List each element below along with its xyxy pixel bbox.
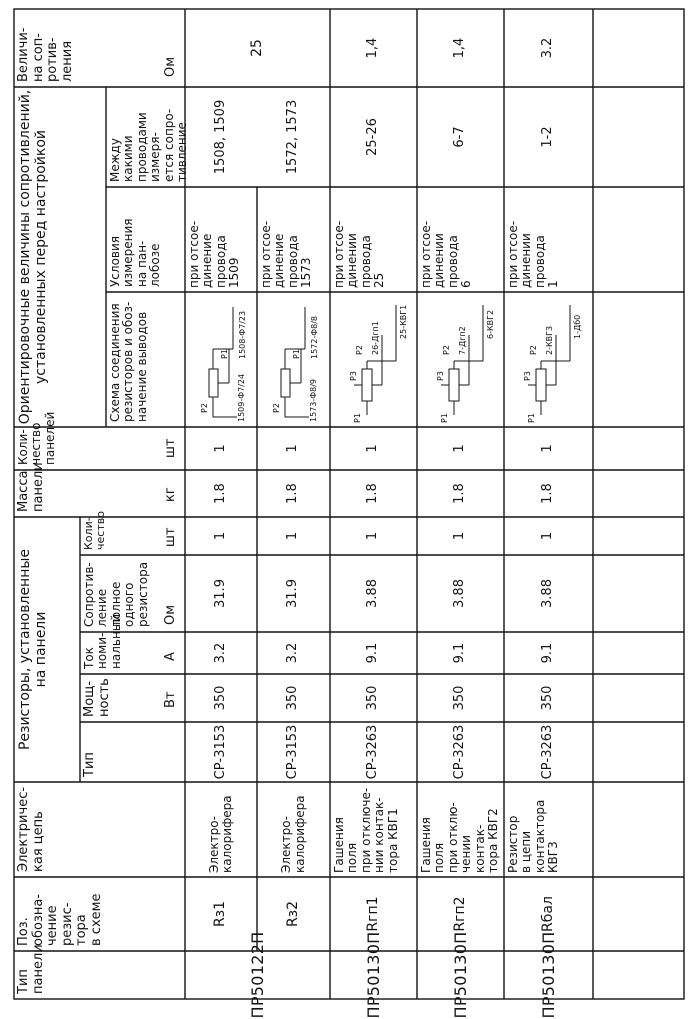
table-row-2-panels-count: 1 <box>285 444 301 453</box>
table-row-2-current: 3.2 <box>285 642 301 664</box>
table-row-5-panels-count: 1 <box>540 444 556 453</box>
table-row-4-mass: 1.8 <box>452 483 468 504</box>
table-row-5-count: 1 <box>540 531 556 541</box>
scheme-label: Р2 <box>355 345 364 355</box>
scheme-label: 1508-Ф7/23 <box>238 310 247 359</box>
panel-type-row-5: ПР50130П <box>538 931 558 1019</box>
scheme-label: 1509-Ф7/24 <box>237 373 246 422</box>
scheme-label: Р1 <box>440 413 449 423</box>
scheme-label: Р2 <box>200 403 209 413</box>
unit-power: Вт <box>163 691 178 708</box>
table-row-5-current: 9.1 <box>540 642 556 664</box>
table-row-3-mass: 1.8 <box>365 483 381 504</box>
table-row-5-circuit: Резистор в цепи контактора КВГ3 <box>506 799 561 873</box>
unit-panels-count: шт <box>163 438 178 458</box>
table-row-5-between: 1-2 <box>540 126 556 148</box>
scheme-label: Р1 <box>220 349 229 359</box>
table-row-4-value: 1,4 <box>452 37 468 59</box>
header-panels-count: Коли- чество панелей <box>16 411 57 465</box>
table-row-2-resistance: 31.9 <box>285 579 301 608</box>
unit-mass: кг <box>163 487 178 502</box>
table-row-1-circuit: Электро- калорифера <box>206 795 234 873</box>
table-row-5-pos: Rбал <box>539 896 556 932</box>
table-row-4-panels-count: 1 <box>452 444 468 453</box>
unit-current: А <box>163 652 178 661</box>
scheme-label: 6-КВГ2 <box>486 309 495 339</box>
scheme-label: 2-КВГ3 <box>545 325 554 355</box>
scheme-label: 25-КВГ1 <box>399 304 408 339</box>
table-row-5-mass: 1.8 <box>540 483 556 504</box>
table-row-4-condition: при отсое- динении провода 6 <box>419 220 474 288</box>
table-row-2-between: 1572, 1573 <box>285 99 301 175</box>
header-approx-group: Ориентировочные величины сопротивлений, установленных перед настройкой <box>17 89 49 425</box>
table-row-4-count: 1 <box>452 531 468 541</box>
table-row-3-value: 1,4 <box>365 37 381 59</box>
scheme-label: Р2 <box>272 403 281 413</box>
scheme-label: Р2 <box>442 345 451 355</box>
table-row-4-current: 9.1 <box>452 642 468 664</box>
table-row-3-current: 9.1 <box>365 642 381 664</box>
header-power: Мощ- ность <box>82 678 112 717</box>
panel-type-row-3: ПР50130П <box>363 931 383 1019</box>
table-row-2-type: СР-3153 <box>285 724 301 780</box>
scheme-label: 26-Дгп1 <box>371 321 380 355</box>
scheme-diagram-row-2 <box>259 294 328 425</box>
table-row-4-circuit: Гашения поля при отклю- чении контак- тора КВГ2 <box>419 802 501 873</box>
table-row-5-resistance: 3.88 <box>540 579 556 608</box>
scheme-label: 1572-Ф8/8 <box>310 315 319 359</box>
header-conditions: Условия измерения на пан- лобозе <box>108 218 163 287</box>
table-row-3-resistance: 3.88 <box>365 579 381 608</box>
scheme-diagram-row-4 <box>419 294 502 425</box>
table-row-3-pos: Rгп1 <box>364 896 381 932</box>
header-between: Между какими проводами измеря- ется сопро- тивление <box>108 108 190 182</box>
header-count: Коли- чество <box>82 511 108 550</box>
table-row-1-panels-count: 1 <box>212 444 228 453</box>
scheme-label: 1573-Ф8/9 <box>309 378 318 422</box>
header-mass: Масса панели <box>16 462 46 512</box>
table-row-5-type: СР-3263 <box>540 724 556 780</box>
table-row-1-between: 1508, 1509 <box>212 99 228 175</box>
table-row-2-mass: 1.8 <box>285 483 301 504</box>
unit-count: шт <box>163 527 178 547</box>
table-row-1-condition: при отсое- динение провода 1509 <box>187 220 242 288</box>
header-scheme: Схема соединения резисторов и обоз- начение выводов <box>108 301 149 422</box>
table-row-3-power: 350 <box>365 685 381 711</box>
scheme-label: 1-Дб0 <box>573 314 582 339</box>
scheme-label: Р3 <box>349 371 358 381</box>
scheme-label: Р1 <box>527 413 536 423</box>
table-row-1-count: 1 <box>212 531 228 541</box>
scheme-label: 7-Дгп2 <box>458 326 467 355</box>
table-row-5-value: 3.2 <box>540 37 556 59</box>
header-current: Ток номи- нальный <box>82 613 123 669</box>
table-row-2-count: 1 <box>285 531 301 541</box>
table-row-2-condition: при отсое- динение провода 1573 <box>259 220 314 288</box>
unit-value: Ом <box>163 56 178 77</box>
table-row-1-power: 350 <box>212 685 228 711</box>
table-row-4-between: 6-7 <box>452 126 468 148</box>
header-position: Поз. обозна- чение резис- тора в схеме <box>16 893 104 946</box>
table-row-1-pos: Rз1 <box>212 900 229 928</box>
panel-type-row-4: ПР50130П <box>450 931 470 1019</box>
table-row-4-power: 350 <box>452 685 468 711</box>
table-row-2-pos: Rз2 <box>284 900 301 928</box>
header-panel-type: Тип панели <box>16 944 46 994</box>
table-row-3-circuit: Гашения поля при отключе- нии контак- тора КВГ1 <box>332 787 400 873</box>
scheme-diagram-row-5 <box>506 294 591 425</box>
value-rows-1-2: 25 <box>248 39 265 57</box>
table-row-1-mass: 1.8 <box>212 483 228 504</box>
header-resistors-group: Резисторы, установленные на панели <box>17 548 49 751</box>
scheme-label: Р3 <box>523 371 532 381</box>
header-value: Величи- на соп- ротив- ления <box>16 27 75 82</box>
panel-type-rows-1-2: ПР50122П <box>247 931 267 1019</box>
table-row-2-power: 350 <box>285 685 301 711</box>
scheme-label: Р2 <box>529 345 538 355</box>
table-row-1-current: 3.2 <box>212 642 228 664</box>
table-row-3-count: 1 <box>365 531 381 541</box>
table-row-1-resistance: 31.9 <box>212 579 228 608</box>
scheme-label: Р3 <box>436 371 445 381</box>
header-resistance: Сопротив- ление полное одного резистора <box>82 561 150 627</box>
table-row-4-pos: Rгп2 <box>451 896 468 932</box>
unit-resistance: Ом <box>163 604 178 625</box>
table-row-3-panels-count: 1 <box>365 444 381 453</box>
table-row-3-condition: при отсое- динении провода 25 <box>332 220 387 288</box>
scheme-diagram-row-1 <box>187 294 255 425</box>
scheme-label: Р1 <box>353 413 362 423</box>
table-row-4-resistance: 3.88 <box>452 579 468 608</box>
scheme-diagram-row-3 <box>332 294 415 425</box>
table-row-3-type: СР-3263 <box>365 724 381 780</box>
table-row-5-condition: при отсое- динении провода 1 <box>506 220 561 288</box>
header-type: Тип <box>82 752 97 777</box>
table-row-2-circuit: Электро- калорифера <box>279 795 307 873</box>
table-row-4-type: СР-3263 <box>452 724 468 780</box>
header-circuit: Электричес- кая цепь <box>16 786 46 872</box>
table-row-5-power: 350 <box>540 685 556 711</box>
table-row-3-between: 25-26 <box>365 118 381 156</box>
table-row-1-type: СР-3153 <box>212 724 228 780</box>
scheme-label: Р1 <box>292 349 301 359</box>
